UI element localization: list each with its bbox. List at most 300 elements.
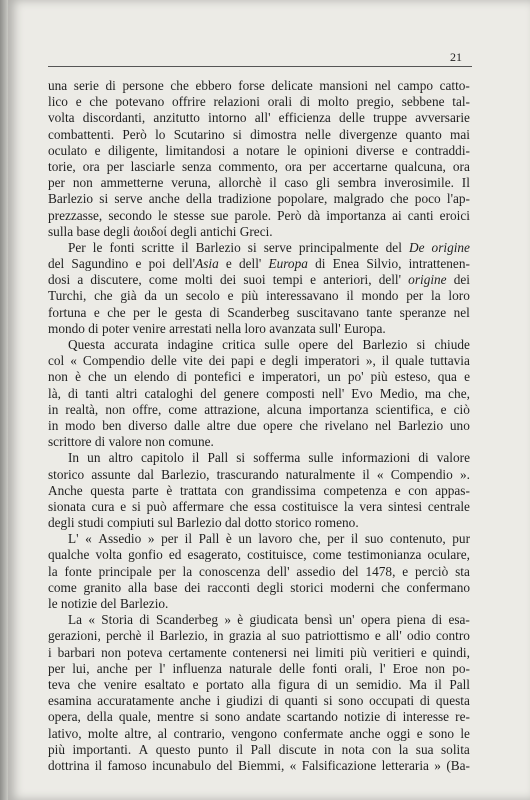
word: il	[184, 531, 193, 547]
word: comune.	[168, 434, 214, 450]
word: sono	[428, 725, 455, 741]
word: ».	[459, 466, 470, 482]
word: anche	[96, 660, 128, 676]
text-line	[48, 726, 470, 742]
word: Però	[277, 207, 302, 223]
word: e	[259, 353, 266, 369]
word: suo	[364, 531, 384, 547]
word: veruna,	[171, 175, 211, 191]
word: Europa	[268, 256, 308, 272]
word: Barlezio.	[120, 596, 169, 611]
word: antichi	[200, 223, 240, 239]
word: di	[317, 676, 328, 692]
word: Sagundino	[71, 256, 129, 272]
word: questa	[90, 482, 125, 498]
word: ammetterne	[100, 175, 164, 191]
word: notare	[246, 142, 280, 158]
word: Medio,	[379, 385, 418, 401]
word: in	[213, 628, 224, 644]
word: le	[48, 596, 61, 611]
word: Enea	[332, 256, 360, 272]
word: si	[236, 450, 246, 466]
word: venire	[132, 320, 170, 336]
word: le	[92, 239, 103, 255]
word: che	[381, 579, 400, 595]
word: un	[113, 369, 127, 385]
word: contenuto,	[389, 531, 446, 547]
word: altre,	[124, 725, 152, 741]
word: del	[342, 563, 359, 579]
word: trascurando	[216, 466, 279, 482]
word: confermano	[406, 579, 470, 595]
word: cataloghi	[144, 385, 194, 401]
word: poi	[148, 256, 166, 272]
word: il	[434, 676, 442, 692]
word: appas-	[435, 482, 470, 498]
text-line	[48, 596, 470, 612]
text-line	[48, 337, 470, 353]
word: sua	[415, 741, 434, 757]
word: si	[200, 709, 209, 725]
word: moderni	[330, 579, 375, 595]
word: che	[390, 191, 409, 207]
word: molto	[317, 94, 349, 110]
word: esaltato	[144, 676, 186, 692]
word: sull'	[319, 320, 344, 336]
word: racconti	[207, 579, 251, 595]
word: giudizi	[225, 693, 263, 709]
word: altre	[206, 417, 231, 433]
word: patriottismo	[305, 628, 370, 644]
word: ciò	[453, 401, 470, 417]
word: per	[48, 660, 65, 676]
word: De	[408, 239, 425, 255]
word: studi	[77, 515, 108, 531]
word: valore	[436, 450, 470, 466]
word: fonti	[312, 660, 338, 676]
word: Pall	[198, 531, 220, 547]
word: ai	[392, 207, 402, 223]
word: 1478,	[365, 563, 396, 579]
text-line	[48, 256, 470, 272]
word: tanti	[85, 385, 109, 401]
word: limitandosi	[165, 142, 226, 158]
word: vite	[182, 353, 203, 369]
word: intorno	[208, 110, 247, 126]
word: anche	[148, 191, 180, 207]
word: lo	[155, 126, 166, 142]
word: opere	[263, 417, 293, 433]
word: figura	[278, 676, 310, 692]
word: sue	[210, 207, 229, 223]
word: senza	[181, 158, 212, 174]
word: per	[134, 660, 152, 676]
word: non	[425, 660, 446, 676]
word: il	[362, 466, 370, 482]
word: Barlezio	[362, 337, 408, 352]
word: modo	[65, 417, 96, 433]
word: opera	[360, 612, 391, 628]
word: quindi,	[432, 644, 470, 660]
word: degli	[48, 515, 78, 531]
word: la	[343, 498, 354, 514]
word: relazioni	[213, 94, 260, 110]
word: qualche	[48, 547, 90, 563]
word: anzitutto	[153, 110, 200, 126]
word: «	[376, 466, 384, 482]
word: venire	[103, 676, 137, 692]
word: nei	[293, 644, 310, 660]
word: il	[235, 741, 244, 757]
word: lui,	[72, 660, 90, 676]
word: sionata	[48, 498, 86, 514]
word: costituisce,	[247, 547, 307, 563]
text-line	[48, 240, 470, 256]
word: come	[312, 547, 342, 563]
word: poter	[101, 320, 133, 336]
word: che	[299, 417, 318, 433]
word: storico	[48, 466, 85, 482]
word: il	[94, 757, 103, 773]
word: dell'	[378, 272, 402, 288]
word: sulle	[308, 450, 334, 466]
word: semidio.	[356, 676, 402, 692]
word: di	[88, 320, 102, 336]
text-line	[48, 742, 470, 758]
word: truppe	[373, 110, 408, 126]
word: caso	[284, 175, 309, 191]
word: che	[107, 304, 126, 320]
word: Barlezio	[195, 239, 241, 255]
word: malgrado	[333, 191, 384, 207]
word: Storia	[101, 612, 134, 628]
book-page	[8, 0, 530, 800]
word: interessavano	[266, 288, 339, 304]
body-text	[48, 78, 470, 774]
word: e	[374, 628, 381, 644]
word: più	[349, 644, 367, 660]
word: intrattenen-	[408, 256, 470, 272]
word: secondo	[108, 207, 152, 223]
word: contenersi	[232, 644, 288, 660]
word: efficienza	[278, 110, 331, 126]
word: il	[146, 628, 155, 644]
text-line	[48, 709, 470, 725]
word: la	[48, 563, 58, 579]
word: in	[323, 741, 335, 757]
word: la	[431, 288, 441, 304]
word: di	[418, 450, 429, 466]
word: interesse	[402, 709, 450, 725]
word: critica	[222, 337, 256, 352]
word: mansioni	[319, 78, 369, 93]
word: qua	[437, 369, 457, 385]
word: sono	[338, 693, 364, 709]
word: a	[77, 272, 84, 288]
text-line	[48, 143, 470, 159]
word: Barlezio	[176, 515, 225, 531]
word: In	[68, 450, 80, 466]
word: i	[48, 644, 52, 660]
word: pur	[452, 531, 470, 547]
word: realtà,	[65, 401, 99, 417]
word: popolare,	[277, 191, 328, 207]
word: »	[147, 531, 155, 547]
word: i	[216, 693, 221, 709]
word: canti	[407, 207, 434, 223]
word: un'	[338, 612, 355, 628]
word: letteraria	[381, 757, 429, 773]
word: importanti.	[72, 741, 132, 757]
word: inverosimile.	[384, 175, 454, 191]
word: e	[192, 676, 199, 692]
word: questo	[155, 741, 191, 757]
word: altro	[108, 450, 133, 466]
word: Greci.	[239, 223, 273, 239]
word: fortuna	[48, 304, 87, 320]
word: mentre	[157, 709, 194, 725]
word: si	[131, 498, 141, 514]
text-line	[48, 547, 470, 563]
word: combattenti.	[48, 126, 115, 142]
word: Falsificazione	[301, 757, 377, 773]
word: dell'	[267, 563, 290, 579]
word: esagerato,	[187, 547, 242, 563]
word: nella	[215, 320, 245, 336]
word: e	[402, 563, 409, 579]
text-line	[48, 191, 470, 207]
word: degli	[271, 353, 299, 369]
word: lavoro	[258, 531, 293, 547]
text-line	[48, 159, 470, 175]
word: La	[68, 612, 83, 628]
word: gesta	[174, 304, 203, 320]
word: grazia	[228, 628, 262, 644]
word: diverso	[128, 417, 168, 433]
word: il	[269, 175, 277, 191]
word: come	[48, 579, 77, 595]
text-line	[48, 402, 470, 418]
word: da	[144, 288, 157, 304]
word: volta	[48, 110, 75, 126]
word: dei	[208, 353, 226, 369]
word: «	[85, 531, 92, 547]
word: composti	[266, 385, 315, 401]
word: (Ba-	[446, 757, 470, 773]
word: Scutarino	[173, 126, 225, 142]
word: là,	[48, 385, 61, 401]
word: contraddi-	[415, 142, 470, 158]
word: del	[100, 596, 121, 611]
word: qualcuna,	[394, 158, 446, 174]
word: influenza	[172, 660, 222, 676]
word: per	[133, 304, 151, 320]
word: degli	[103, 223, 134, 239]
word: che	[94, 288, 113, 304]
word: che,	[298, 531, 321, 547]
word: L'	[68, 531, 79, 547]
word: offre,	[132, 401, 162, 417]
text-line	[48, 110, 470, 126]
text-line	[48, 288, 470, 304]
word: commento,	[218, 158, 278, 174]
word: offrire	[172, 94, 206, 110]
word: suoi	[243, 272, 266, 288]
word: serve	[114, 191, 143, 207]
word: po'	[347, 369, 364, 385]
word: veritieri	[372, 644, 415, 660]
word: Barlezio	[48, 191, 94, 207]
word: sintesi	[388, 498, 423, 514]
word: dosi	[48, 272, 71, 288]
word: Eroe	[392, 660, 418, 676]
word: e	[135, 256, 142, 272]
word: dà	[307, 207, 321, 223]
word: le	[157, 207, 168, 223]
word: delicate	[271, 78, 313, 93]
word: perchè	[106, 628, 142, 644]
word: all'	[386, 628, 402, 644]
word: base	[153, 579, 178, 595]
word: forse	[238, 78, 265, 93]
word: mai	[450, 126, 470, 142]
word: sebbene	[401, 94, 445, 110]
word: molte	[87, 725, 119, 741]
word: che,	[448, 385, 470, 401]
word: sulle	[264, 337, 290, 352]
word: di	[94, 434, 109, 450]
word: il	[191, 450, 200, 466]
word: barbari	[57, 644, 96, 660]
word: lativo,	[48, 725, 82, 741]
word: attrazione,	[204, 401, 260, 417]
word: portato	[206, 676, 244, 692]
word: principalmente	[298, 239, 379, 255]
word: altri	[116, 385, 138, 401]
word: e	[464, 369, 470, 385]
word: dal	[137, 466, 154, 482]
word: le	[460, 725, 470, 741]
word: nel	[374, 78, 391, 93]
word: accertarne	[332, 158, 388, 174]
word: centrale	[427, 498, 470, 514]
word: di	[431, 612, 443, 628]
word: persone	[122, 78, 164, 93]
word: della	[186, 191, 212, 207]
word: A	[138, 741, 149, 757]
word: confermate	[283, 725, 344, 741]
text-line	[48, 305, 470, 321]
word: sul	[157, 515, 177, 531]
word: odio	[407, 628, 431, 644]
word: tempi	[272, 272, 303, 288]
word: in	[48, 417, 59, 433]
word: non	[101, 644, 122, 660]
word: discutere,	[90, 272, 142, 288]
word: pregio,	[356, 94, 394, 110]
word: anteriori,	[323, 272, 372, 288]
word: lico	[48, 94, 68, 110]
word: capitolo	[141, 450, 184, 466]
text-line	[48, 564, 470, 580]
word: principale	[98, 563, 152, 579]
word: all'	[254, 110, 271, 126]
word: tradizione	[218, 191, 272, 207]
word: anche	[179, 693, 211, 709]
word: di	[105, 78, 116, 93]
word: scrittore	[48, 434, 95, 450]
word: si	[99, 191, 109, 207]
word: che	[89, 94, 108, 110]
word: giudicata	[249, 612, 299, 628]
word: più	[241, 288, 259, 304]
word: tuttavia	[429, 353, 470, 369]
word: scritte	[141, 239, 175, 255]
word: con	[224, 482, 244, 498]
word: mondo	[48, 320, 89, 336]
word: »	[224, 612, 231, 628]
text-line	[48, 693, 470, 709]
word: col	[48, 353, 65, 369]
text-line	[48, 628, 470, 644]
word: ed	[168, 547, 182, 563]
word: Questa	[68, 337, 105, 352]
word: nel	[453, 304, 470, 320]
word: alla	[127, 579, 148, 595]
word: po-	[452, 660, 470, 676]
word: Barlezio,	[159, 628, 208, 644]
word: catto-	[439, 78, 470, 93]
word: del	[200, 385, 217, 401]
word: romeno.	[314, 515, 359, 531]
page-number: 21	[450, 50, 462, 64]
word: di	[209, 304, 220, 320]
word: con	[372, 741, 392, 757]
text-line	[48, 531, 470, 547]
word: dei	[219, 272, 237, 288]
word: oculare,	[427, 547, 470, 563]
word: ma	[424, 385, 442, 401]
word: dei	[184, 579, 201, 595]
word: della	[86, 709, 113, 725]
word: oculato	[48, 142, 88, 158]
word: costituisce	[281, 498, 339, 514]
word: e	[248, 369, 255, 385]
word: genere	[223, 385, 260, 401]
word: diverse	[355, 142, 395, 158]
word: andate	[246, 709, 281, 725]
word: che	[77, 676, 97, 692]
word: Europa.	[344, 320, 386, 336]
word: Assedio	[98, 531, 142, 547]
word: occupati	[369, 693, 415, 709]
word: teva	[48, 676, 71, 692]
word: trattata	[179, 482, 217, 498]
word: punto	[197, 741, 229, 757]
word: sulla	[48, 223, 77, 239]
word: la	[182, 563, 193, 579]
word: si	[232, 126, 242, 142]
word: dalle	[174, 417, 200, 433]
word: campo	[397, 78, 433, 93]
word: del	[48, 256, 65, 272]
word: scartando	[286, 709, 338, 725]
word: Scanderbeg	[227, 304, 290, 320]
word: di	[67, 385, 79, 401]
word: base	[76, 223, 104, 239]
word: essa	[253, 498, 277, 514]
word: sono	[214, 709, 241, 725]
